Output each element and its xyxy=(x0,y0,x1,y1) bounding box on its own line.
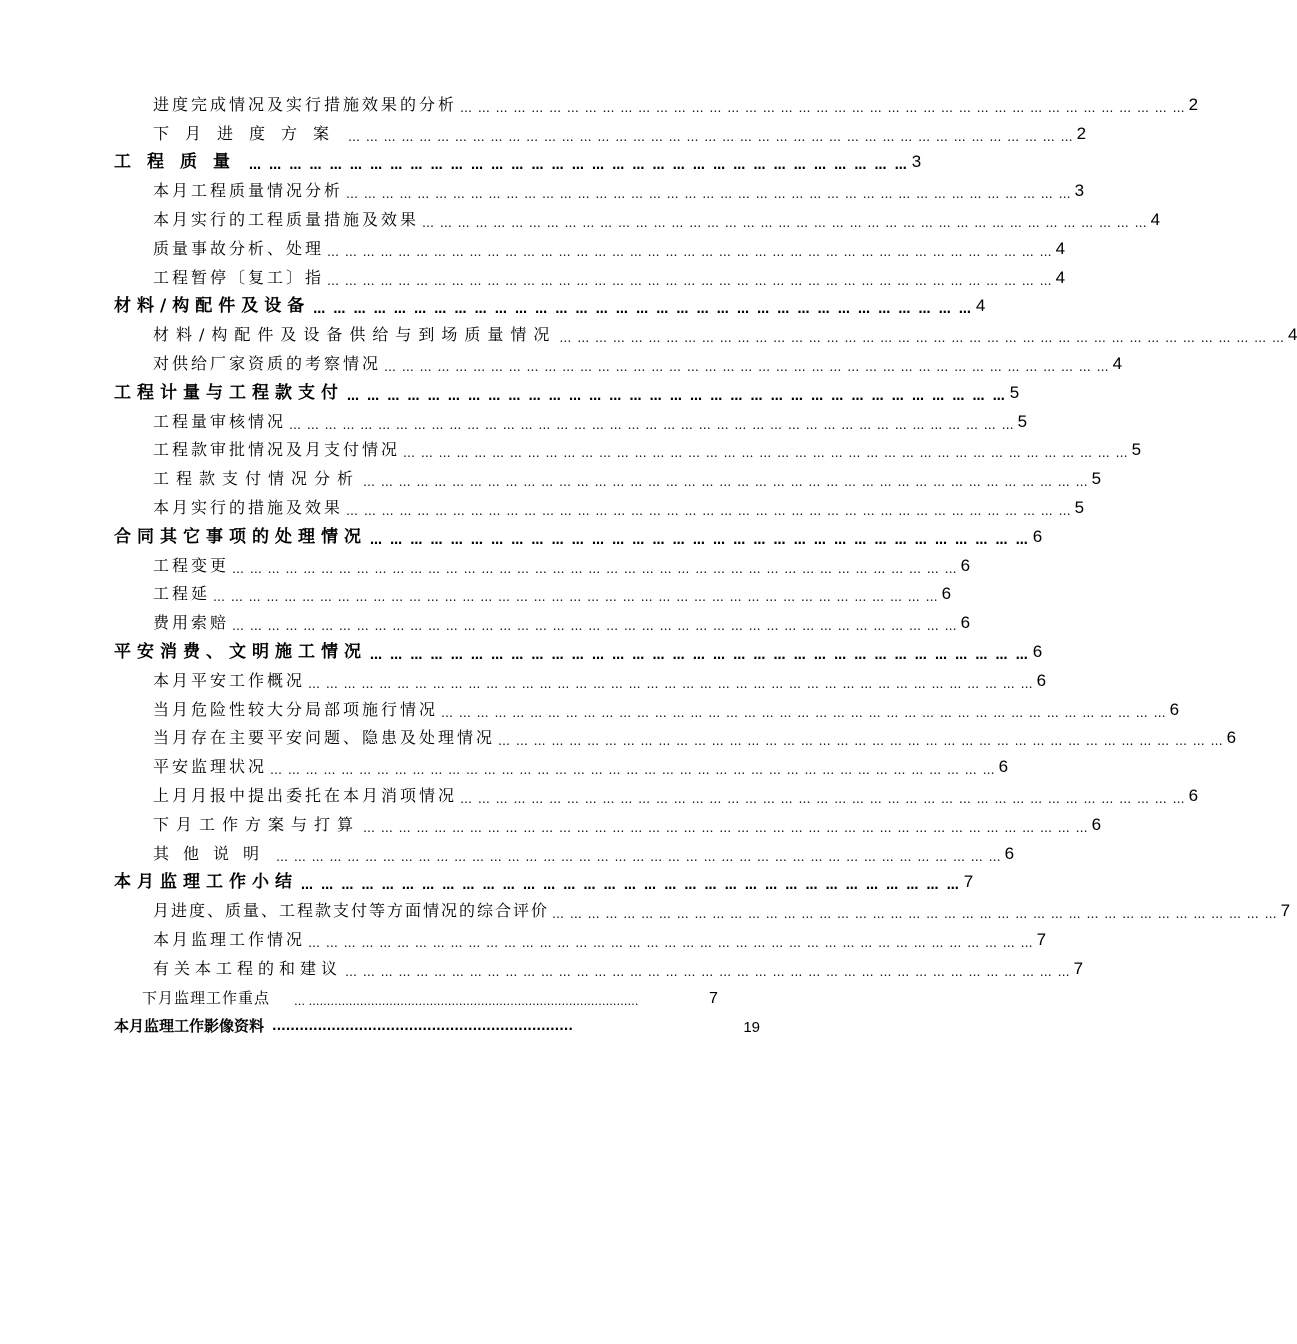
toc-entry-title: 材料/构配件及设备 xyxy=(114,296,311,317)
toc-entry[interactable] xyxy=(0,518,1043,547)
toc-entry-page: 6 xyxy=(1032,526,1043,546)
toc-entry[interactable] xyxy=(0,921,1047,950)
dot-leader: … … … … … … … … … … … … … … … … … … … … … … … … … … … … … … … … … … … … … … … … … xyxy=(384,359,1110,374)
toc-entry-page: 5 xyxy=(1131,440,1142,460)
dot-leader: … … … … … … … … … … … … … … … … … … … … … … … … … … … … … … … … … … … … … … … … … xyxy=(308,935,1034,950)
dot-leader: … … … … … … … … … … … … … … … … … … … … … … … … … … … … … … … … … … … … … … … … … xyxy=(289,417,1015,432)
toc-entry[interactable] xyxy=(0,172,1085,202)
toc-entry-title: 费用索赔 xyxy=(153,613,230,633)
toc-entry[interactable] xyxy=(0,748,1009,778)
dot-leader: … … … … … … … … … … … … … … … … … … … … … … … … … … … … … … … … … … … … … … … … … xyxy=(348,129,1074,144)
toc-entry-title: 本月实行的措施及效果 xyxy=(153,497,344,517)
dot-leader: … … … … … … … … … … … … … … … … … … … … … … … … … … … … … … … … … … … … … … … … … xyxy=(422,215,1148,230)
dot-leader: … … … … … … … … … … … … … … … … … … … … … … … … … … … … … … … … … … … … … … … … … xyxy=(403,446,1129,461)
dot-leader: … … … … … … … … … … … … … … … … … … … … … … … … … … … … … … … … … … … … … … … … … xyxy=(460,791,1186,806)
toc-entry-page: 3 xyxy=(911,152,922,172)
toc-entry[interactable] xyxy=(0,691,1180,720)
toc-entry-page: 5 xyxy=(1091,469,1102,489)
toc-entry-title: 月进度、质量、工程款支付等方面情况的综合评价 xyxy=(153,901,550,921)
toc-entry-page: 6 xyxy=(1032,641,1043,661)
toc-entry-title: 工程暂停〔复工〕指 xyxy=(153,267,325,287)
dot-leader: … … … … … … … … … … … … … … … … … … … … … … … … … … … … … … … … … … … … … … … … … xyxy=(363,475,1089,490)
toc-entry-page: 6 xyxy=(1169,699,1180,719)
toc-entry-title: 本月工程质量情况分析 xyxy=(153,181,344,201)
toc-entry[interactable] xyxy=(0,979,750,1008)
toc-entry-title: 其他说明 xyxy=(153,843,274,863)
dot-leader: … … … … … … … … … … … … … … … … … … … … … … … … … … … … … … … … … xyxy=(370,532,1030,547)
dot-leader: … … … … … … … … … … … … … … … … … … … … … … … … … … … … … … … … … xyxy=(313,302,973,317)
dot-leader: … … … … … … … … … … … … … … … … … … … … … … … … … … … … … … … … … … … … … … … … … xyxy=(327,244,1053,259)
toc-entry[interactable] xyxy=(0,115,1087,144)
toc-entry[interactable] xyxy=(0,835,1015,864)
toc-entry-title: 下月监理工作重点 xyxy=(142,988,271,1007)
toc-entry-page: 6 xyxy=(998,757,1009,777)
toc-entry-title: 上月月报中提出委托在本月消项情况 xyxy=(153,785,458,805)
dot-leader: … … … … … … … … … … … … … … … … … … … … … … … … … … … … … … … … … … … … … … … … … xyxy=(346,187,1072,202)
toc-entry-title: 平安监理状况 xyxy=(153,757,268,777)
toc-entry-title: 材料/构配件及设备供给与到场质量情况 xyxy=(153,325,557,345)
dot-leader: … … … … … … … … … … … … … … … … … … … … … … … … … … … … … … … … … xyxy=(347,388,1007,403)
toc-entry-page: 3 xyxy=(1074,181,1085,201)
toc-entry-title: 合同其它事项的处理情况 xyxy=(114,526,367,547)
toc-entry-page: 6 xyxy=(1004,843,1015,863)
toc-entry[interactable] xyxy=(0,633,1043,662)
toc-entry-page: 4 xyxy=(1150,209,1161,229)
toc-entry-title: 工程质量 xyxy=(114,152,246,173)
toc-entry[interactable] xyxy=(0,576,952,605)
toc-entry-page: 4 xyxy=(1112,353,1123,373)
toc-entry[interactable] xyxy=(0,288,986,317)
toc-entry[interactable] xyxy=(0,892,1291,922)
toc-entry[interactable] xyxy=(0,432,1142,461)
toc-entry[interactable] xyxy=(0,86,1199,115)
toc-entry-page: 4 xyxy=(1055,267,1066,287)
toc-entry[interactable] xyxy=(0,144,922,173)
toc-entry-page: 6 xyxy=(1226,728,1237,748)
toc-entry[interactable] xyxy=(0,720,1237,749)
toc-entry[interactable] xyxy=(0,316,1297,346)
dot-leader: … … … … … … … … … … … … … … … … … … … … … … … … … … … … … … … … … … … … … … … … … xyxy=(213,590,939,605)
toc-entry[interactable] xyxy=(0,489,1085,518)
toc-entry-page: 7 xyxy=(1036,929,1047,949)
dot-leader: … … … … … … … … … … … … … … … … … … … … … … … … … … … … … … … … … … … … … … … … … xyxy=(232,619,958,634)
toc-entry[interactable] xyxy=(0,345,1123,374)
toc-entry-page: 5 xyxy=(1017,411,1028,431)
toc-entry-title: 工程变更 xyxy=(153,555,230,575)
toc-entry-page: 5 xyxy=(1074,497,1085,517)
toc-entry-title: 本月监理工作情况 xyxy=(153,929,306,949)
toc-entry-title: 本月监理工作影像资料 xyxy=(114,1017,265,1036)
toc-entry-page: 2 xyxy=(1188,94,1199,114)
toc-entry-page: 7 xyxy=(1280,901,1291,921)
dot-leader: … … … … … … … … … … … … … … … … … … … … … … … … … … … … … … … … … … … … … … … … … xyxy=(308,676,1034,691)
toc-entry-title: 当月危险性较大分局部项施行情况 xyxy=(153,699,439,719)
toc-entry-title: 对供给厂家资质的考察情况 xyxy=(153,353,382,373)
toc-entry[interactable] xyxy=(0,777,1199,806)
dot-leader: … … … … … … … … … … … … … … … … … … … … … … … … … … … … … … … … … … … … … … … … … xyxy=(559,331,1285,346)
toc-entry[interactable] xyxy=(0,950,1084,979)
toc-entry-title: 下月进度方案 xyxy=(153,123,346,143)
toc-entry-title: 本月监理工作小结 xyxy=(114,872,298,893)
toc-entry[interactable] xyxy=(0,547,971,576)
toc-entry-page: 2 xyxy=(1076,123,1087,143)
toc-entry[interactable] xyxy=(0,259,1066,288)
toc-entry-title: 工程款审批情况及月支付情况 xyxy=(153,440,401,460)
toc-entry-page: 4 xyxy=(975,296,986,316)
toc-entry[interactable] xyxy=(0,374,1020,403)
dot-leader: … ……………………………………………………………………………… xyxy=(294,994,639,1008)
dot-leader: … … … … … … … … … … … … … … … … … … … … … … … … … … … … … … … … … … … … … … … … … xyxy=(276,849,1002,864)
toc-entry-page: 4 xyxy=(1055,238,1066,258)
toc-entry[interactable] xyxy=(0,604,971,634)
dot-leader: … … … … … … … … … … … … … … … … … … … … … … … … … … … … … … … … … xyxy=(249,158,909,173)
toc-entry-title: 平安消费、文明施工情况 xyxy=(114,641,367,662)
toc-entry-page: 6 xyxy=(1036,670,1047,690)
dot-leader: … … … … … … … … … … … … … … … … … … … … … … … … … … … … … … … … … xyxy=(301,878,961,893)
dot-leader: … … … … … … … … … … … … … … … … … … … … … … … … … … … … … … … … … … … … … … … … … xyxy=(552,907,1278,922)
toc-entry-title: 工程延 xyxy=(153,584,211,604)
toc-entry-title: 质量事故分析、处理 xyxy=(153,238,325,258)
toc-entry-page: 5 xyxy=(1009,382,1020,402)
toc-entry[interactable] xyxy=(0,403,1028,432)
dot-leader: … … … … … … … … … … … … … … … … … … … … … … … … … … … … … … … … … … … … … … … … … xyxy=(346,503,1072,518)
dot-leader: … … … … … … … … … … … … … … … … … … … … … … … … … … … … … … … … … … … … … … … … … xyxy=(270,763,996,778)
toc-entry[interactable] xyxy=(0,662,1047,691)
toc-entry-title: 工程款支付情况分析 xyxy=(153,469,361,489)
toc-entry-title: 进度完成情况及实行措施效果的分析 xyxy=(153,94,458,114)
toc-entry-title: 工程计量与工程款支付 xyxy=(114,382,344,403)
dot-leader: … … … … … … … … … … … … … … … … … … … … … … … … … … … … … … … … … … … … … … … … … xyxy=(441,705,1167,720)
dot-leader: … … … … … … … … … … … … … … … … … … … … … … … … … … … … … … … … … … … … … … … … … xyxy=(460,100,1186,115)
dot-leader: ·································································· xyxy=(272,1022,573,1037)
dot-leader: … … … … … … … … … … … … … … … … … … … … … … … … … … … … … … … … … xyxy=(370,647,1030,662)
dot-leader: … … … … … … … … … … … … … … … … … … … … … … … … … … … … … … … … … … … … … … … … … xyxy=(345,964,1071,979)
dot-leader: … … … … … … … … … … … … … … … … … … … … … … … … … … … … … … … … … … … … … … … … … xyxy=(363,820,1089,835)
dot-leader: … … … … … … … … … … … … … … … … … … … … … … … … … … … … … … … … … … … … … … … … … xyxy=(498,734,1224,749)
toc-entry[interactable] xyxy=(0,201,1161,230)
toc-entry-title: 工程量审核情况 xyxy=(153,411,287,431)
toc-entry-page: 6 xyxy=(941,584,952,604)
toc-entry-page: 6 xyxy=(1188,785,1199,805)
toc-entry-page: 6 xyxy=(960,555,971,575)
toc-entry-page: 7 xyxy=(1073,958,1084,978)
toc-entry-title: 本月平安工作概况 xyxy=(153,670,306,690)
toc-entry-title: 有关本工程的和建议 xyxy=(153,958,343,978)
toc-entry-page: 6 xyxy=(960,613,971,633)
toc-entry[interactable] xyxy=(0,1008,760,1037)
toc-entry[interactable] xyxy=(0,806,1102,835)
toc-entry[interactable] xyxy=(0,460,1102,490)
toc-entry-page: 4 xyxy=(1287,325,1297,345)
dot-leader: … … … … … … … … … … … … … … … … … … … … … … … … … … … … … … … … … … … … … … … … … xyxy=(232,561,958,576)
toc-entry-page: 19 xyxy=(743,1019,760,1037)
toc-entry[interactable] xyxy=(0,230,1066,259)
toc-entry[interactable] xyxy=(0,864,974,893)
toc-entry-page: 7 xyxy=(963,872,974,892)
toc-entry-title: 当月存在主要平安问题、隐患及处理情况 xyxy=(153,728,496,748)
toc-entry-page: 7 xyxy=(709,989,719,1007)
toc-entry-page: 6 xyxy=(1091,814,1102,834)
toc-entry-title: 本月实行的工程质量措施及效果 xyxy=(153,209,420,229)
toc-entry-title: 下月工作方案与打算 xyxy=(153,814,361,834)
table-of-contents xyxy=(0,86,1297,1037)
dot-leader: … … … … … … … … … … … … … … … … … … … … … … … … … … … … … … … … … … … … … … … … … xyxy=(327,273,1053,288)
